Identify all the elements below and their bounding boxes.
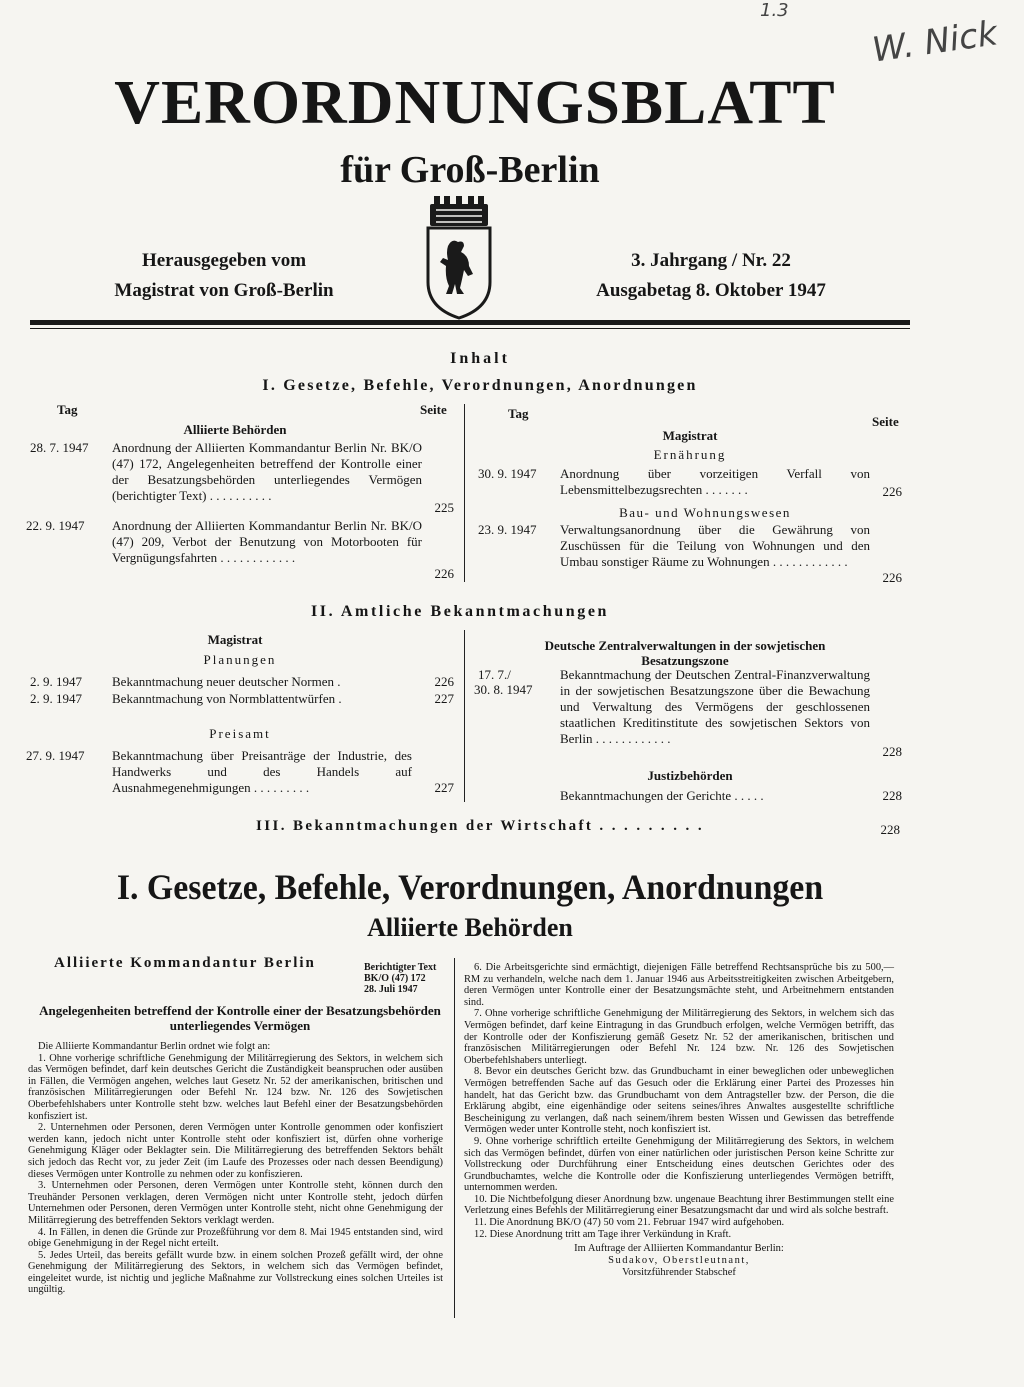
corner-note: 1.3 [760,0,789,21]
signoff-line2: Sudakov, Oberstleutnant, [608,1255,750,1267]
signature-block [464,1243,894,1279]
body-divider [454,958,455,1318]
s2-left-entry3-page: 227 [434,780,454,795]
s1-right-sub1: Ernährung [653,447,727,462]
body-left-p4: 4. In Fällen, in denen die Gründe zur Prozeßführung vor dem 8. Mai 1945 entstanden sind, wird obige Genehmigung in der Regel nicht erteilt. [28,1226,443,1250]
berlin-coat-of-arms-icon [424,196,494,320]
signoff-line3: Vorsitzführender Stabschef [622,1267,736,1279]
body-right-p5: 11. Die Anordnung BK/O (47) 50 vom 21. Februar 1947 wird aufgehoben. [474,1217,785,1229]
header-rule-thin [30,328,910,329]
col-label-seite-right: Seite [872,414,899,429]
body-left-column [28,1041,443,1296]
s2-right-entry-text: Bekanntmachung der Deutschen Zentral-Finanzverwaltung in der sowjetischen Besatzungszone über die Bewachung und Verwaltung des Vermögens der geschlossenen staatlichen Kreditinstitute des sowjetischen Sektors von Berlin . . . . . . . . . . . . [560,667,870,746]
s2-left-entry1-page: 226 [434,674,454,689]
body-ref1: Berichtigter Text [364,962,437,973]
s2-right-authority: Deutsche Zentralverwaltungen in der sowjetischen Besatzungszone [544,638,826,668]
masthead-title: VERORDNUNGSBLATT [114,69,836,137]
body-right-p2: 8. Bevor ein deutsches Gericht bzw. das Grundbuchamt in einer beweglichen oder unbeweglichen Vermögen betreffenden Sache auf das Gesuch oder die Erklärung einer Partei des Prozesses hin handelt, hat das Gericht bzw. das Grundbuchamt von dem Antragsteller bzw. der Person, die die Erklärung abgibt, eine eigenhändige oder seitens seines/ihres Anwaltes ausgestellte schriftliche Bescheinigung zu verlangen, daß nach seinem/ihrem besten Wissen und Gewissen das betreffende Vermögen weder unter Kontrolle steht, noch konfisziert ist. [464,1066,894,1136]
section1-title: I. Gesetze, Befehle, Verordnungen, Anordnungen [262,377,698,394]
col-label-tag-left: Tag [57,402,78,417]
masthead-subtitle: für Groß-Berlin [340,149,600,191]
s1-right-entry2-text: Verwaltungsanordnung über die Gewährung von Zuschüssen für die Teilung von Wohnungen und den Umbau sonstiger Räume zu Wohnungen . . . . . . . . . . . . [560,522,870,569]
s2-left-entry2-page: 227 [434,691,454,706]
publisher-line1: Herausgegeben vom [141,250,307,271]
toc-divider-2 [464,630,465,802]
s2-right-entry-date1: 17. 7./ [478,667,511,682]
col-label-tag-right: Tag [508,406,529,421]
header-rule [30,320,910,325]
body-ref2: BK/O (47) 172 [364,973,426,984]
s2-left-sub1: Planungen [203,652,277,667]
body-right-p1: 7. Ohne vorherige schriftliche Genehmigung der Militärregierung des Sektors, in welchem sich das Vermögen befindet, darf keine Eintragung in das Grundbuch erfolgen, welche Vermögen betrifft, das der Kontrolle oder der Konfiszierung gemäß Gesetz Nr. 52 der amerikanischen, britischen und französischen Militärregierungen oder Befehl Nr. 124 bzw. Nr. 126 des Sowjetischen Oberbefehlshabers unterliegt. [464,1008,894,1066]
s2-left-entry2-text: Bekanntmachung von Normblattentwürfen . [112,691,342,706]
s2-left-entry3-date: 27. 9. 1947 [26,748,85,763]
body-right-p3: 9. Ohne vorherige schriftlich erteilte Genehmigung der Militärregierung des Sektors, in welchem sich das Vermögen befindet, dürfen von einer natürlichen oder juristischen Person keine Schritte zur Vollstreckung oder Durchführung einer Entscheidung eines deutschen Gerichtes oder des Grundbuchamtes, welche die Kontrolle oder die Konfiszierung unterliegendes Vermögen betrifft, unternommen werden. [464,1135,894,1194]
body-heading: I. Gesetze, Befehle, Verordnungen, Anordnungen [116,867,824,907]
body-left-p0: Die Alliierte Kommandantur Berlin ordnet wie folgt an: [38,1041,271,1052]
s2-right-entry-page: 228 [882,744,902,759]
s1-right-sub2: Bau- und Wohnungswesen [619,505,791,520]
body-left-p3: 3. Unternehmen oder Personen, deren Vermögen unter Kontrolle steht, können durch den Treuhänder Personen verklagen, deren Vermögen nicht unter Kontrolle steht, jedoch dürfen Unternehmen oder Personen, deren Vermögen unter Kontrolle steht, nicht ohne Genehmigung der Militärregierung des betreffenden Sektors verklagt werden. [28,1180,443,1226]
s2-right-entry2-page: 228 [882,788,902,803]
s1-left-entry1-text: Anordnung der Alliierten Kommandantur Berlin Nr. BK/O (47) 172, Angelegenheiten betreffend der Kontrolle einer der Besatzungsbehörden unterliegendes Vermögen (berichtigter Text) . . . . . . . . . . [112,440,422,503]
body-article-title: Angelegenheiten betreffend der Kontrolle einer der Besatzungsbehörden unterliegendes Vermögen [39,1003,441,1033]
body-reference [364,962,436,995]
s1-right-entry1-date: 30. 9. 1947 [478,466,537,481]
body-left-p5: 5. Jedes Urteil, das bereits gefällt wurde bzw. in einem solchen Prozeß gefällt wird, der ohne Genehmigung der Militärregierung des Sektors, in welchem sich das Vermögen befindet, eingeleitet wurde, ist nichtig und jegliche Maßnahme zur Vollstreckung eines solchen Urteiles ist ungültig. [28,1249,443,1296]
section3-page: 228 [880,822,900,837]
s1-right-entry1-page: 226 [882,484,902,499]
body-right-p0: 6. Die Arbeitsgerichte sind ermächtigt, diejenigen Fälle betreffend Rechtsansprüche bis zu 500,— RM zu verhandeln, welche nach dem 1. Januar 1946 aus Arbeitsstreitigkeiten zwischen Arbeitgebern, deren Vermögen unter Kontrolle einer der Besatzungsmächte steht, und Arbeitnehmern entstanden sind. [464,962,894,1008]
s1-right-entry2-date: 23. 9. 1947 [478,522,537,537]
s1-left-entry2-date: 22. 9. 1947 [26,518,85,533]
body-right-p6: 12. Diese Anordnung tritt am Tage ihrer Verkündung in Kraft. [474,1228,732,1240]
publisher-line2: Magistrat von Groß-Berlin [114,280,334,301]
s2-left-entry2-date: 2. 9. 1947 [30,691,82,706]
s1-left-entry1-date: 28. 7. 1947 [30,440,89,455]
body-left-p1: 1. Ohne vorherige schriftliche Genehmigung der Militärregierung des Sektors, in welchem sich das Vermögen befindet, darf kein deutsches Gericht die Zuständigkeit beanspruchen oder ausüben in Fällen, die Vermögen angehen, welches laut Gesetz Nr. 52 der amerikanischen, britischen und französischen Militärregierungen oder Befehl Nr. 124 bzw. Nr. 126 des Sowjetischen Oberbefehlshabers unter Kontrolle steht bzw. welches laut Befehl einer der Besatzungsbehörden konfisziert ist. [28,1052,443,1122]
s2-right-entry2-text: Bekanntmachungen der Gerichte . . . . . [560,788,764,803]
body-authority: Alliierte Kommandantur Berlin [54,955,316,971]
s2-right-entry-date2: 30. 8. 1947 [474,682,533,697]
s1-left-entry1-page: 225 [434,500,454,515]
col-label-seite-left: Seite [420,402,447,417]
contents-heading: Inhalt [450,350,510,367]
s2-left-entry3-text: Bekanntmachung über Preisanträge der Industrie, des Handwerks und des Handels auf Ausnahmegenehmigungen . . . . . . . . . [112,748,412,795]
s1-right-entry1-text: Anordnung über vorzeitigen Verfall von Lebensmittelbezugsrechten . . . . . . . [560,466,870,497]
s2-left-entry1-date: 2. 9. 1947 [30,674,82,689]
s1-left-entry2-text: Anordnung der Alliierten Kommandantur Berlin Nr. BK/O (47) 209, Verbot der Benutzung von Motorbooten für Vergnügungsfahrten . . . . . . . . . . . . [112,518,422,565]
s2-left-authority: Magistrat [207,632,263,647]
handwritten-note: W. Nick [869,13,1000,71]
section2-title: II. Amtliche Bekanntmachungen [310,603,610,620]
s2-left-sub2: Preisamt [209,726,271,741]
issue-line1: 3. Jahrgang / Nr. 22 [631,250,791,271]
s1-left-authority: Alliierte Behörden [183,422,287,437]
s1-right-entry2-page: 226 [882,570,902,585]
issue-line2: Ausgabetag 8. Oktober 1947 [596,280,826,301]
body-ref3: 28. Juli 1947 [364,984,418,995]
s2-right-authority2: Justizbehörden [647,768,733,783]
issue-block [566,246,856,306]
toc-divider-1 [464,404,465,582]
s2-left-entry1-text: Bekanntmachung neuer deutscher Normen . [112,674,341,689]
body-subheading: Alliierte Behörden [367,913,573,942]
signoff-line1: Im Auftrage der Alliierten Kommandantur Berlin: [574,1243,784,1255]
s1-left-entry2-page: 226 [434,566,454,581]
publisher-block [84,246,364,306]
section3-title: III. Bekanntmachungen der Wirtschaft . . . . . . . . . [256,818,704,834]
body-left-p2: 2. Unternehmen oder Personen, deren Vermögen unter Kontrolle genommen oder konfisziert werden kann, jedoch nicht unter Kontrolle steht oder konfisziert ist, dürfen ohne vorherige Genehmigung Kläger oder Beklagter sein. Die Militärregierung des betreffenden Sektors behält sich jedoch das Recht vor, zu jeder Zeit (im Laufe des Prozesses oder nach dessen Beendigung) dieses Vermögen unter Kontrolle zu nehmen oder zu konfiszieren. [28,1122,443,1180]
body-right-p4: 10. Die Nichtbefolgung dieser Anordnung bzw. ungenaue Beachtung ihrer Bestimmungen stellt eine Verletzung eines Befehls der Militärregierung einer Besatzungsmacht dar und wird als solche bestraft. [464,1193,894,1217]
s1-right-authority: Magistrat [662,428,718,443]
body-right-column [464,962,894,1279]
